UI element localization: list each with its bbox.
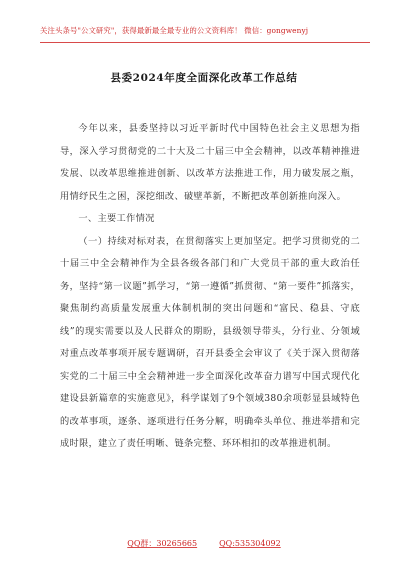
header-divider xyxy=(40,42,370,43)
footer-qq-number: QQ:535304092 xyxy=(219,539,281,548)
document-body xyxy=(60,118,360,456)
header-banner: 关注头条号"公文研究"，获得最新最全最专业的公文资料库！ 微信：gongwenyj xyxy=(40,26,309,35)
body-paragraph: （一）持续对标对表，在贯彻落实上更加坚定。把学习贯彻党的二十届三中全会精神作为全县各级各部门和广大党员干部的重大政治任务，坚持“第一议题”抓学习，“第一遵循”抓贯彻、“第一要件”抓落实，聚焦制约高质量发展重大体制机制的突出问题和“富民、稳县、守底线”的现实需要以及人民群众的期盼，县级领导带头，分行业、分领域对重点改革事项开展专题调研，召开县委全会审议了《关于深入贯彻落实党的二十届三中全会精神进一步全面深化改革奋力谱写中国式现代化建设县新篇章的实施意见》，科学谋划了9个领域380余项彰显县域特色的改革事项，逐条、逐项进行任务分解，明确牵头单位、推进举措和完成时限，建立了责任明晰、链条完整、环环相扣的改革推进机制。 xyxy=(60,235,360,449)
footer-qq-group: QQ群：30265665 xyxy=(127,539,198,548)
section-heading: 一、主要工作情况 xyxy=(78,213,155,224)
document-title: 县委2024年度全面深化改革工作总结 xyxy=(110,72,298,84)
intro-paragraph: 今年以来，县委坚持以习近平新时代中国特色社会主义思想为指导，深入学习贯彻党的二十大及二十届三中全会精神，以改革精神推进发展、以改革思维推进创新、以改革方法推进工作，用力破发展之瓶，用情纾民生之困，深挖细改、破壁革新，不断把改革创新推向深入。 xyxy=(60,123,360,202)
footer-contacts xyxy=(0,538,408,549)
